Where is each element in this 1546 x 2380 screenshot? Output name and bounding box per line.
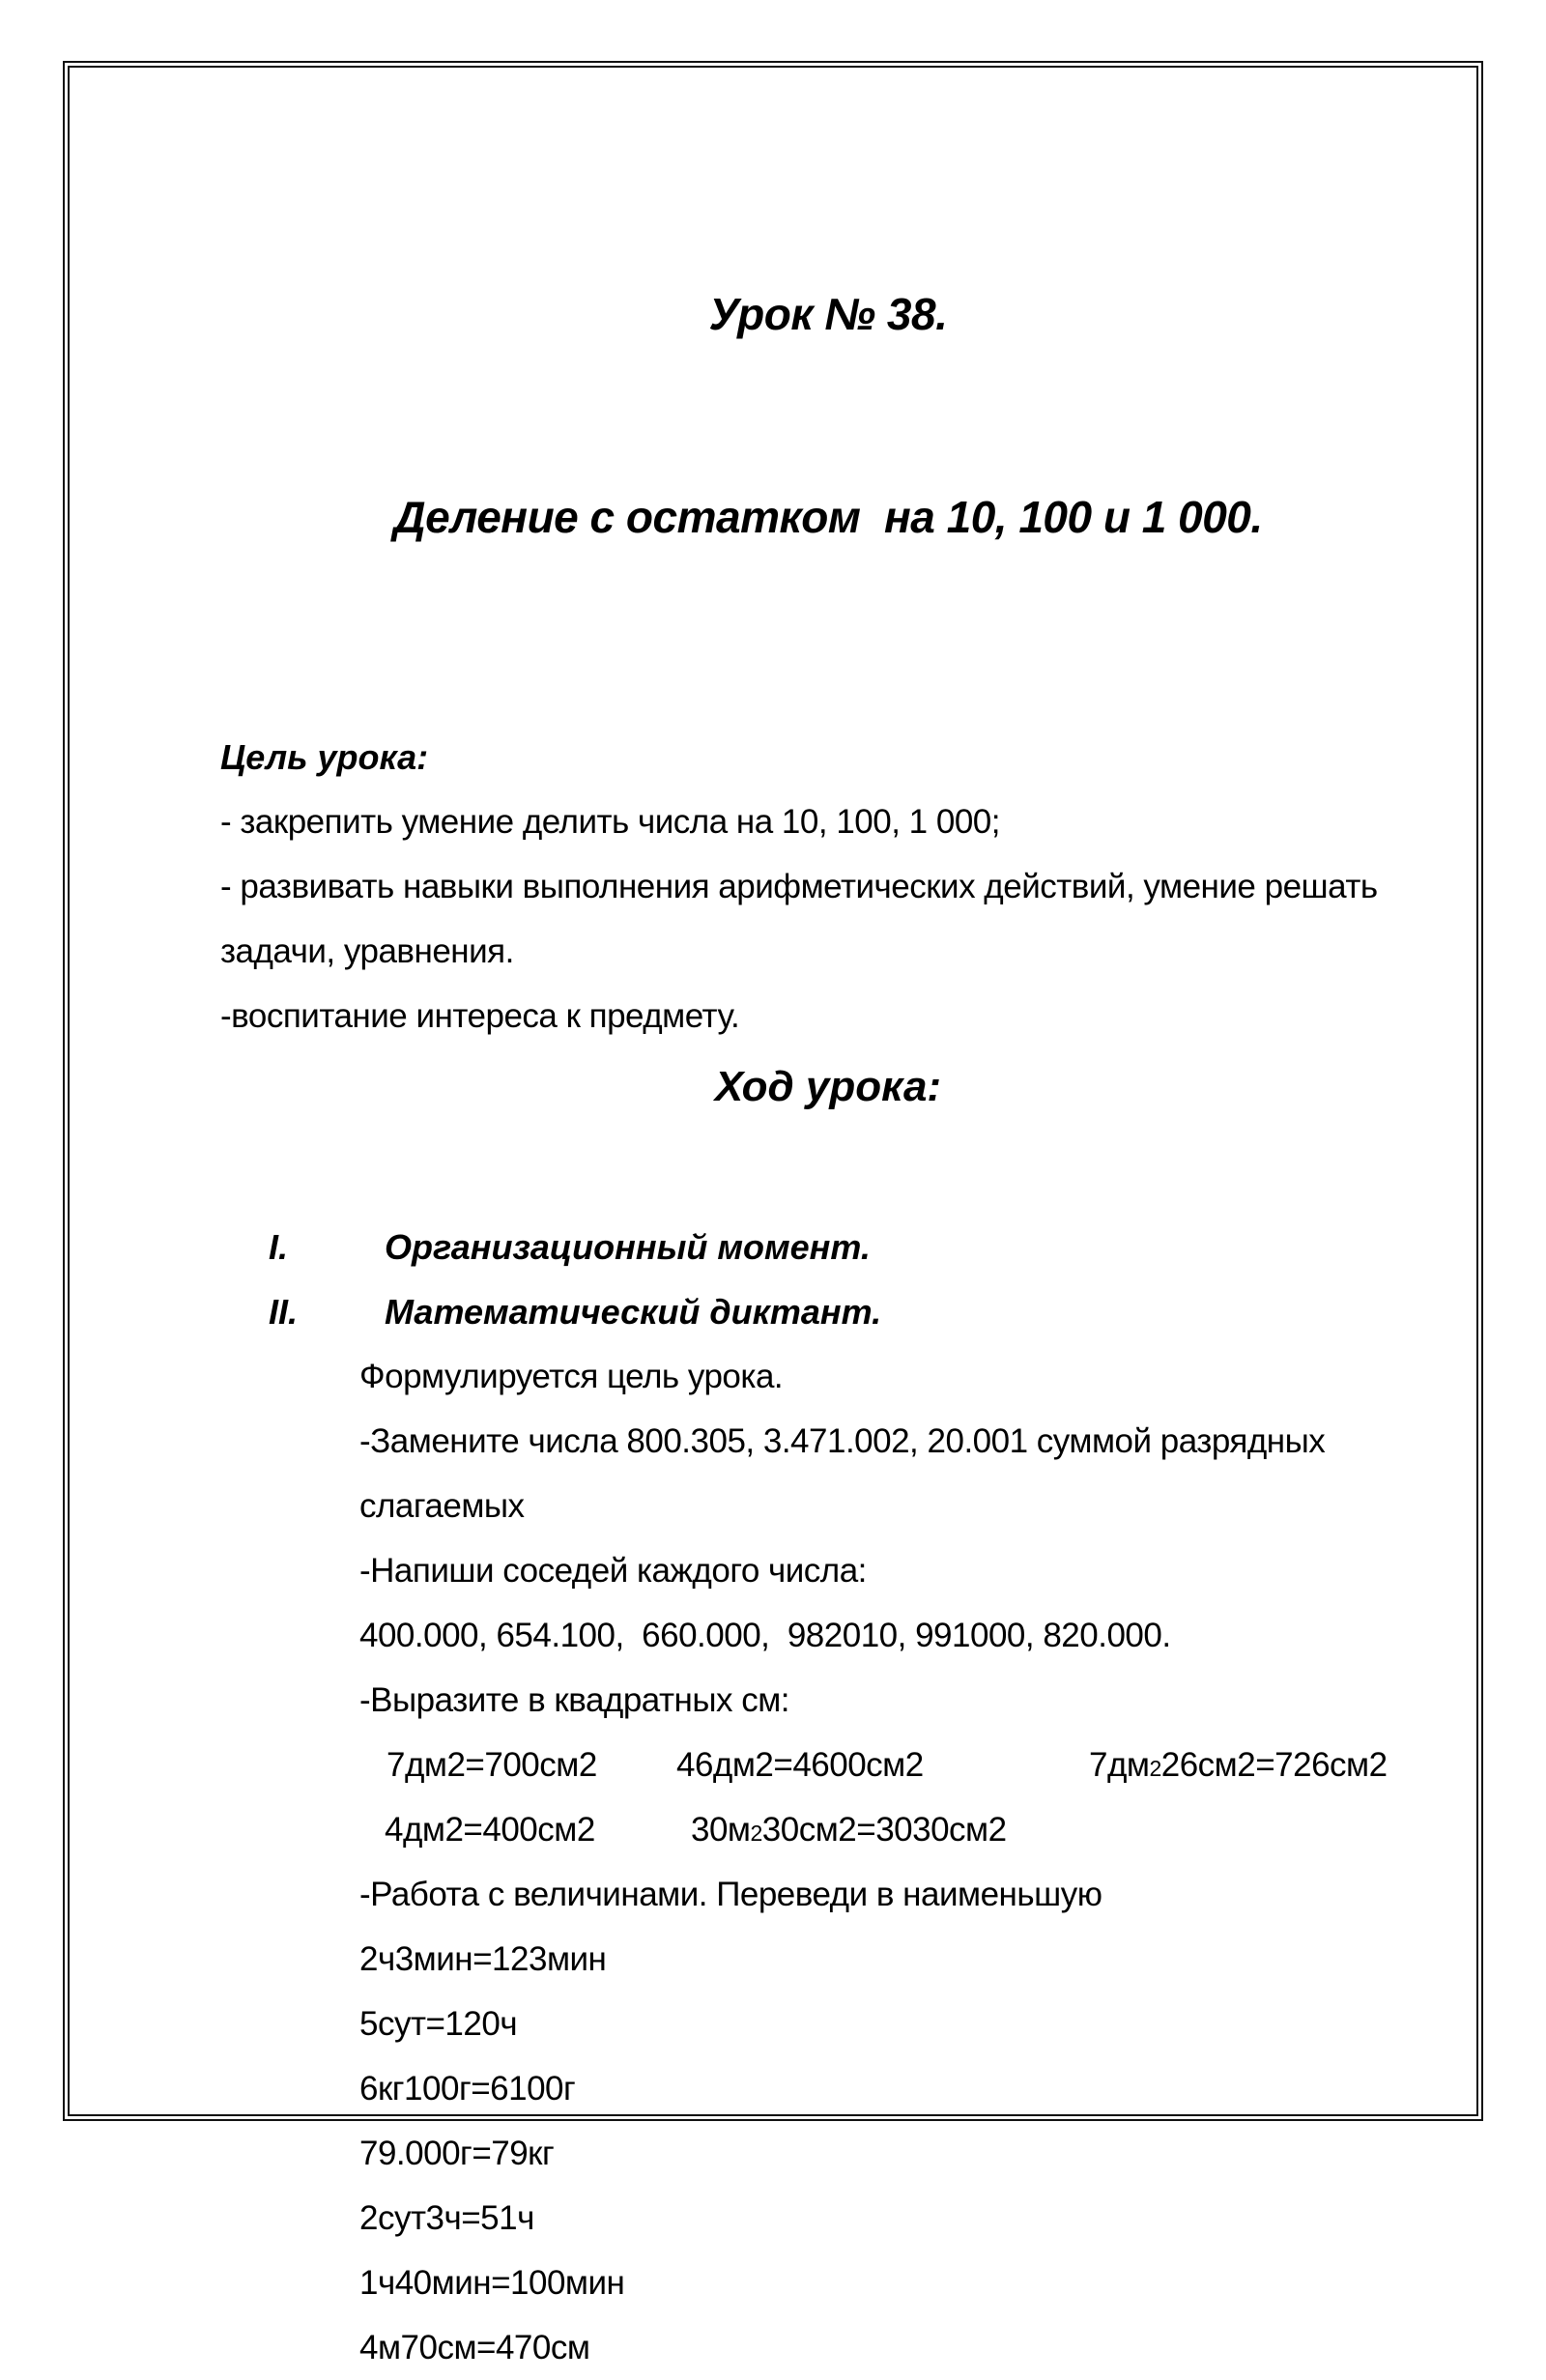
body-line-11: 79.000г=79кг (359, 2135, 555, 2172)
equations-row-1 (220, 1733, 1436, 1797)
body-line-4: -Напиши соседей каждого числа: (359, 1552, 867, 1590)
measures-block (359, 1862, 1436, 2380)
body-line-12: 2сут3ч=51ч (359, 2199, 534, 2237)
equation-subscript: 2 (750, 1821, 762, 1846)
lesson-title-line1: Урок № 38. (708, 289, 948, 339)
body-line-6: -Выразите в квадратных см: (359, 1681, 790, 1719)
body-line-2: -Замените числа 800.305, 3.471.002, 20.001 суммой разрядных (359, 1422, 1326, 1460)
body-line-10: 6кг100г=6100г (359, 2070, 576, 2108)
body-line-3: слагаемых (359, 1487, 525, 1525)
goal-line-2: - развивать навыки выполнения арифметических действий, умение решать (220, 868, 1378, 905)
equation-text: 4дм2=400см2 (385, 1811, 595, 1849)
lesson-steps-list (220, 1215, 1436, 1344)
body-line-5: 400.000, 654.100, 660.000, 982010, 991000, 820.000. (359, 1617, 1171, 1654)
equation-46dm2 (676, 1733, 924, 1801)
equation-7dm2 (386, 1733, 597, 1801)
equation-text: 30м (691, 1811, 751, 1849)
goal-heading: Цель урока: (220, 737, 429, 777)
body-line-7: -Работа с величинами. Переведи в наименьшую (359, 1876, 1102, 1913)
list-item-1 (269, 1215, 1436, 1279)
equation-text: 30см2=3030см2 (761, 1811, 1007, 1849)
lesson-title-line2: Деление с остатком на 10, 100 и 1 000. (393, 492, 1263, 542)
equation-7dm26sm2 (1089, 1733, 1388, 1801)
equation-4dm2 (385, 1797, 595, 1866)
goal-line-4: -воспитание интереса к предмету. (220, 997, 740, 1035)
list-item-1-numeral: I. (269, 1227, 289, 1267)
dictation-block (359, 1344, 1436, 1733)
list-item-2 (269, 1279, 1436, 1344)
list-item-2-label: Математический диктант. (385, 1292, 882, 1332)
list-item-2-numeral: II. (269, 1292, 299, 1332)
goal-line-1: - закрепить умение делить числа на 10, 100, 1 000; (220, 803, 1000, 841)
body-line-9: 5сут=120ч (359, 2005, 518, 2043)
equation-30m30sm2 (691, 1797, 1007, 1866)
body-line-8: 2ч3мин=123мин (359, 1940, 607, 1978)
equation-text: 46дм2=4600см2 (676, 1746, 924, 1784)
list-item-1-label: Организационный момент. (385, 1227, 871, 1267)
body-line-1: Формулируется цель урока. (359, 1358, 784, 1395)
equation-text: 26см2=726см2 (1160, 1746, 1388, 1784)
body-line-14: 4м70см=470см (359, 2329, 590, 2366)
equations-row-2 (220, 1797, 1436, 1862)
lesson-title (220, 145, 1436, 686)
course-heading: Ход урока: (714, 1063, 942, 1110)
page-content (220, 0, 1436, 2380)
equation-text: 7дм2=700см2 (386, 1746, 597, 1784)
equation-text: 7дм (1089, 1746, 1150, 1784)
equation-subscript: 2 (1149, 1756, 1161, 1781)
body-line-13: 1ч40мин=100мин (359, 2264, 625, 2302)
goal-line-3: задачи, уравнения. (220, 932, 514, 970)
